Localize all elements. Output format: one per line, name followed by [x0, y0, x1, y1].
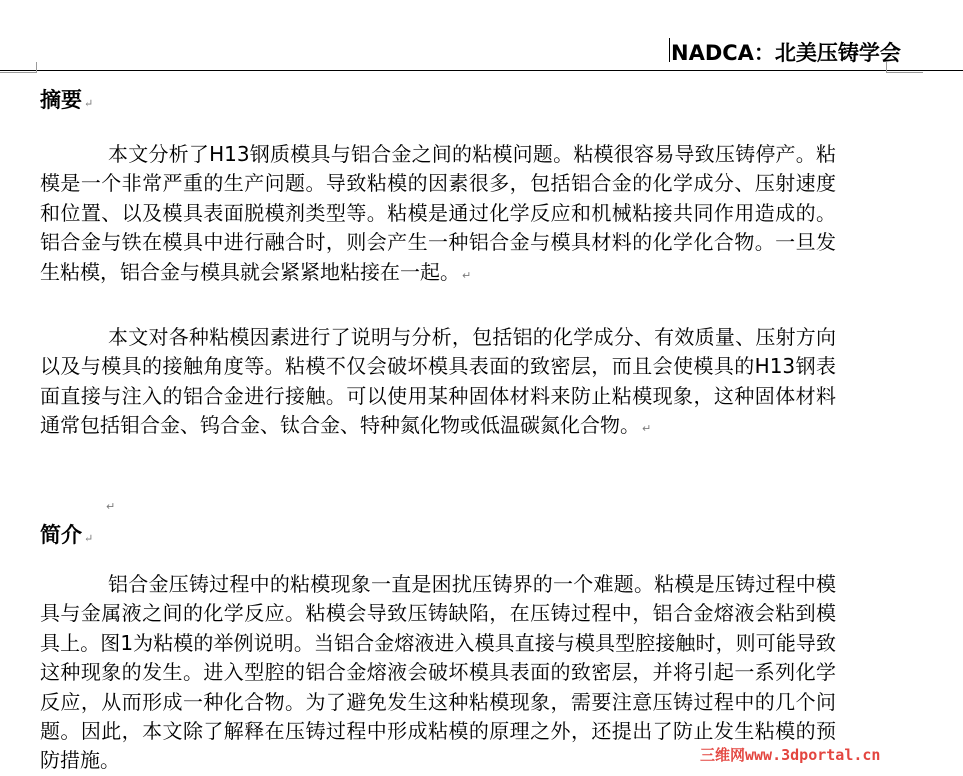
- abstract-paragraph-2[interactable]: [40, 323, 836, 444]
- text-cursor: [669, 38, 670, 62]
- paragraph-mark: ↵: [84, 532, 94, 545]
- empty-paragraph-mark: ↵: [106, 500, 116, 513]
- paragraph-mark: ↵: [84, 97, 94, 110]
- abstract-paragraph-2-text: 本文对各种粘模因素进行了说明与分析，包括铝的化学成分、有效质量、压射方向以及与模具的接触角度等。粘模不仅会破坏模具表面的致密层，而且会使模具的H13钢表面直接与注入的铝合金进行接触。可以使用某种固体材料来防止粘模现象，这种固体材料通常包括钼合金、钨合金、钛合金、特种氮化物或低温碳氮化合物。: [40, 325, 836, 438]
- abstract-paragraph-1[interactable]: [40, 140, 836, 290]
- margin-corner-left: [0, 62, 37, 73]
- paragraph-mark: ↵: [642, 422, 652, 436]
- abstract-paragraph-1-text: 本文分析了H13钢质模具与铝合金之间的粘模问题。粘模很容易导致压铸停产。粘模是一个非常严重的生产问题。导致粘模的因素很多，包括铝合金的化学成分、压射速度和位置、以及模具表面脱模剂类型等。粘模是通过化学反应和机械粘接共同作用造成的。铝合金与铁在模具中进行融合时，则会产生一种铝合金与模具材料的化学化合物。一旦发生粘模，铝合金与模具就会紧紧地粘接在一起。: [40, 142, 836, 284]
- intro-heading-text: 简介: [40, 522, 82, 547]
- intro-heading[interactable]: [40, 519, 93, 549]
- header-rule: [0, 70, 963, 71]
- abstract-heading[interactable]: [40, 84, 93, 114]
- watermark-logo: 三维网www.3dportal.cn: [700, 746, 881, 764]
- header-title[interactable]: NADCA：北美压铸学会: [671, 41, 901, 65]
- intro-paragraph-1-text: 铝合金压铸过程中的粘模现象一直是困扰压铸界的一个难题。粘模是压铸过程中模具与金属液之间的化学反应。粘模会导致压铸缺陷，在压铸过程中，铝合金熔液会粘到模具上。图1为粘模的举例说明。当铝合金熔液进入模具直接与模具型腔接触时，则可能导致这种现象的发生。进入型腔的铝合金熔液会破坏模具表面的致密层，并将引起一系列化学反应，从而形成一种化合物。为了避免发生这种粘模现象，需要注意压铸过程中的几个问题。因此，本文除了解释在压铸过程中形成粘模的原理之外，还提出了防止发生粘模的预防措施。: [40, 572, 836, 773]
- abstract-heading-text: 摘要: [40, 87, 82, 112]
- paragraph-mark: ↵: [462, 268, 472, 282]
